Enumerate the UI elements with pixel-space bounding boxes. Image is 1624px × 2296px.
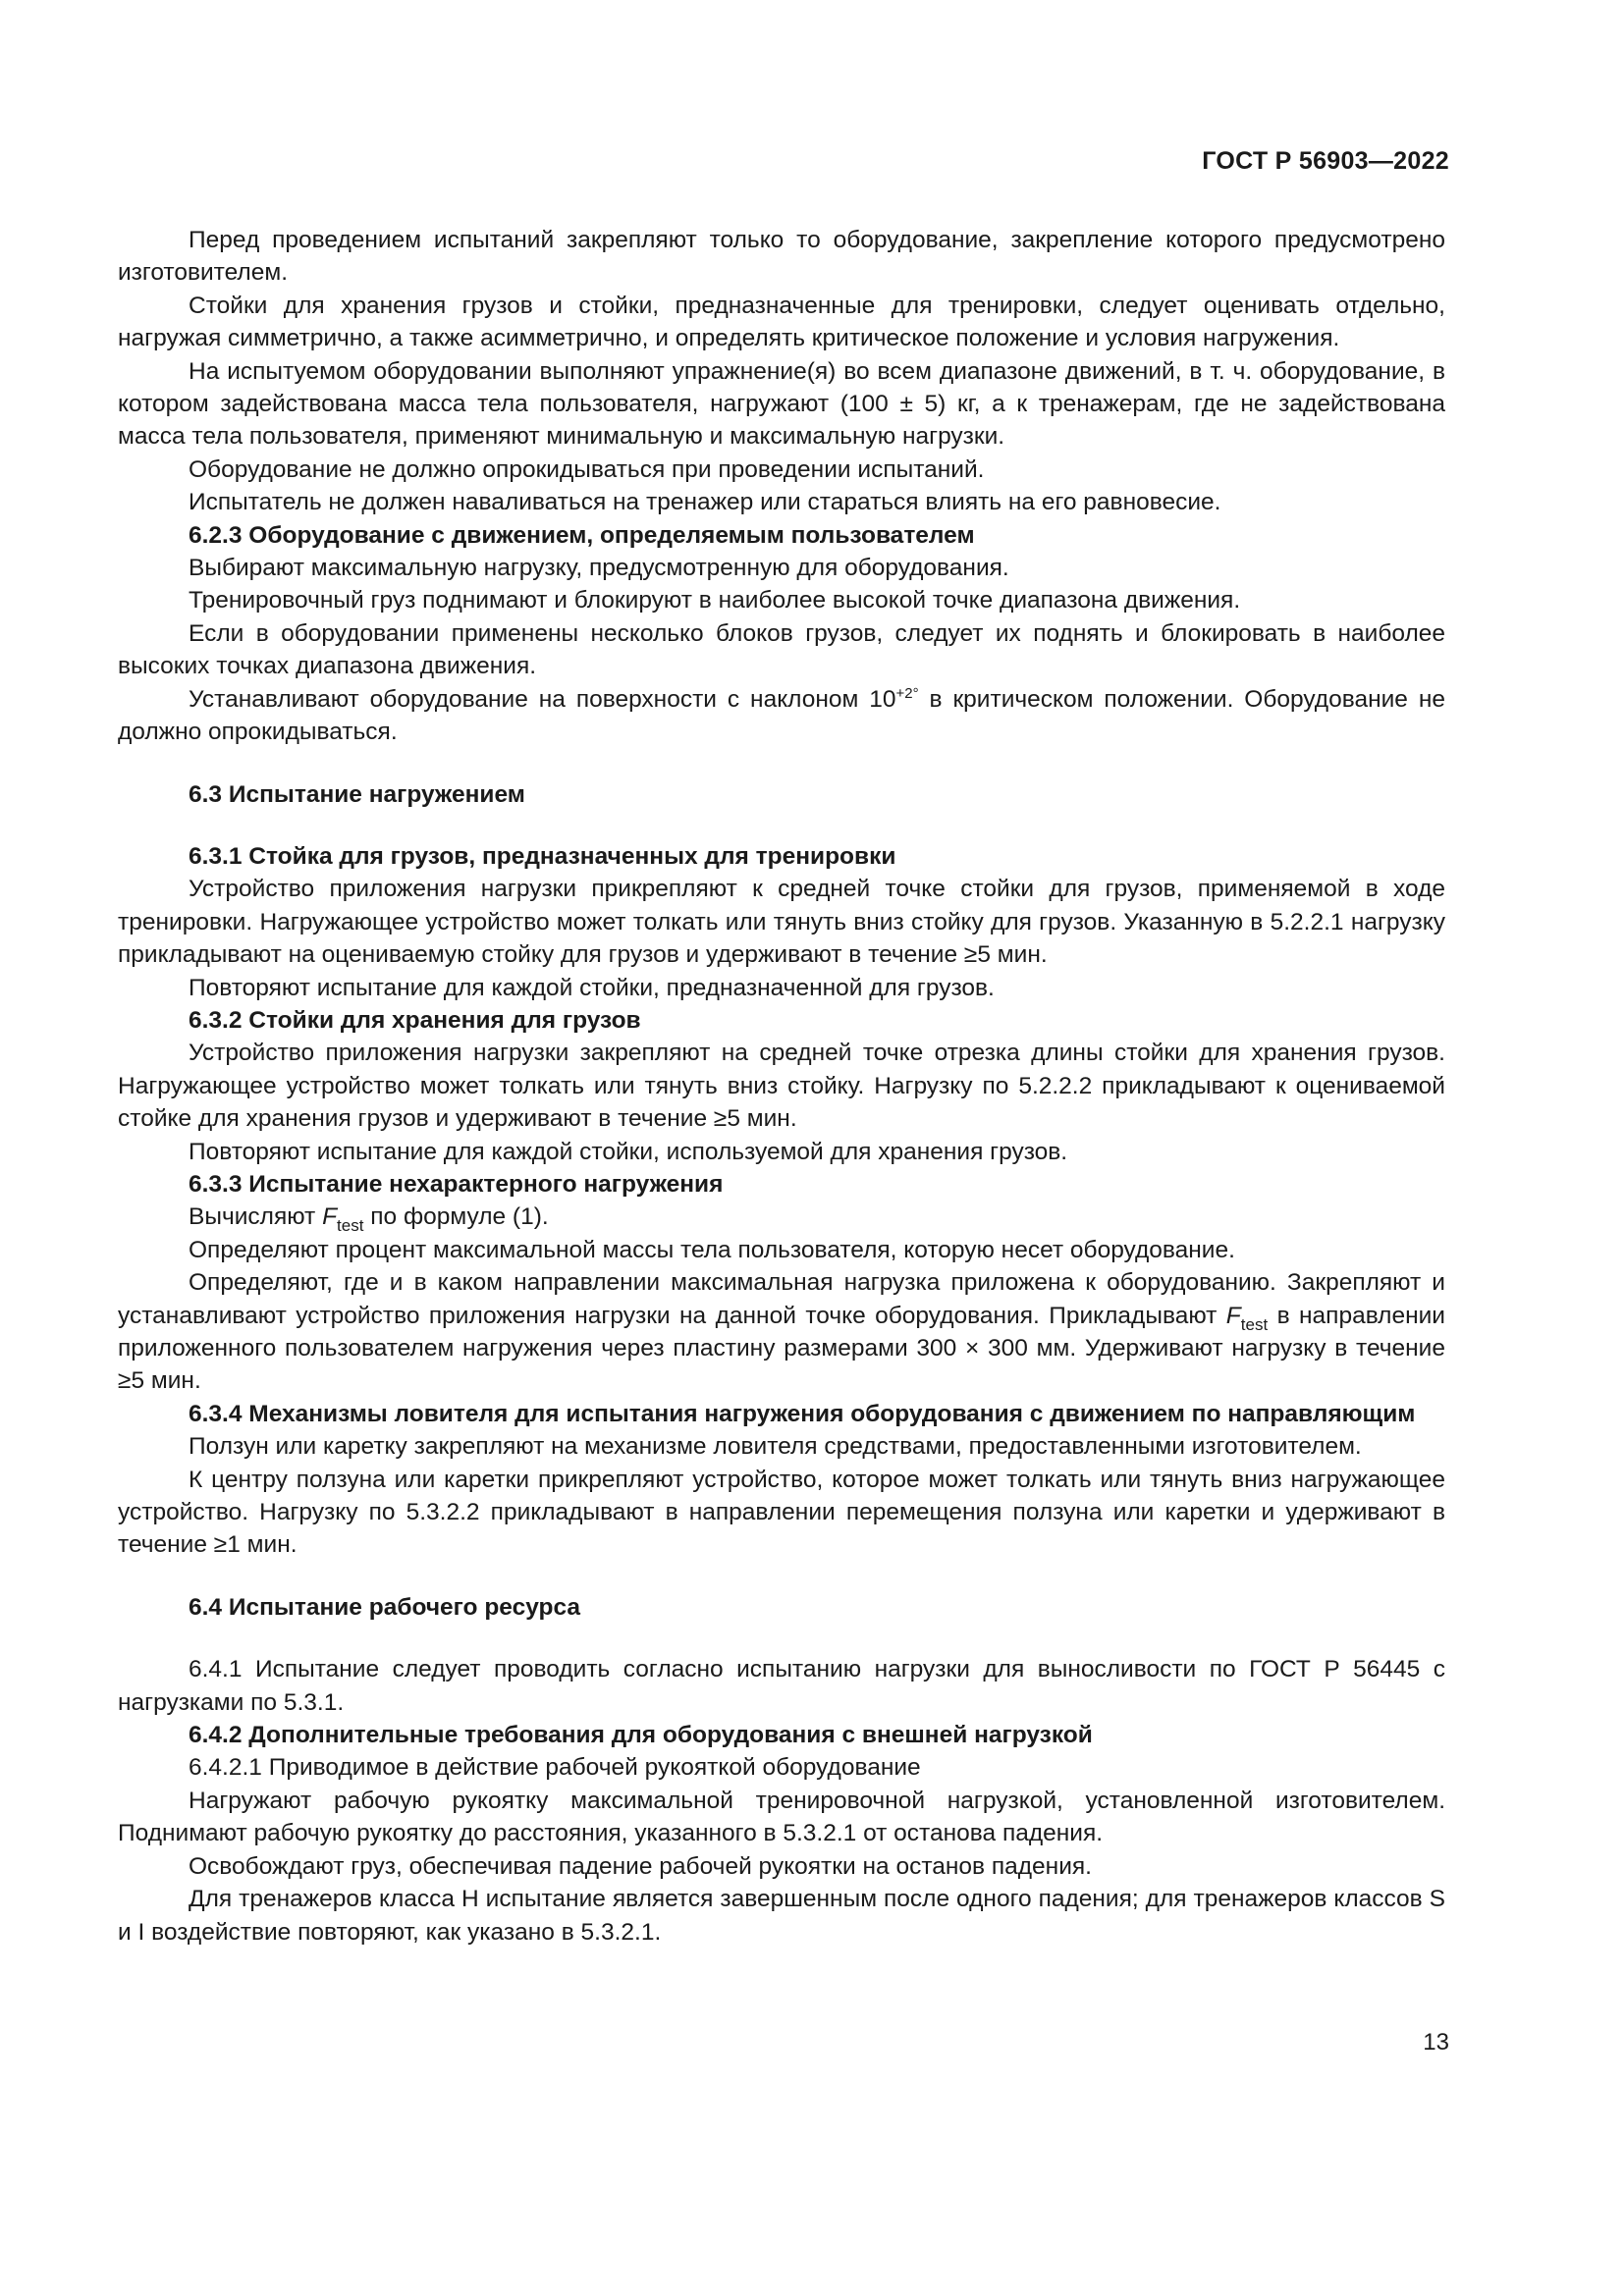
paragraph: На испытуемом оборудовании выполняют упражнение(я) во всем диапазоне движений, в т. ч. оборудование, в котором задействована масса тела пользователя, нагружают (100 ± 5) кг, а к тренажерам, где не задействована масса тела пользователя, применяют минимальную и максимальную нагрузки. — [118, 357, 1445, 451]
paragraph: Испытатель не должен наваливаться на тренажер или стараться влиять на его равновесие. — [189, 489, 1221, 516]
text: Вычисляют — [189, 1203, 323, 1231]
text: в критическом положении. Оборудование не должно опрокидываться. — [118, 685, 1445, 746]
paragraph: Повторяют испытание для каждой стойки, используемой для хранения грузов. — [189, 1138, 1068, 1165]
paragraph: Для тренажеров класса Н испытание является завершенным после одного падения; для тренажеров классов S и I воздействие повторяют, как указано в 5.3.2.1. — [118, 1886, 1445, 1946]
section-heading-6-4: 6.4 Испытание рабочего ресурса — [189, 1593, 581, 1621]
paragraph: Стойки для хранения грузов и стойки, предназначенные для тренировки, следует оценивать отдельно, нагружая симметрично, а также асимметрично, и определять критическое положение и условия нагружения. — [118, 292, 1445, 352]
paragraph-load-application — [118, 1266, 1445, 1398]
text: в направлении приложенного пользователем нагружения через пластину размерами 300 × 300 мм. Удерживают нагрузку в течение ≥5 мин. — [118, 1302, 1445, 1395]
section-heading-6-3-2: 6.3.2 Стойки для хранения для грузов — [189, 1006, 641, 1034]
paragraph: Выбирают максимальную нагрузку, предусмотренную для оборудования. — [189, 555, 1009, 582]
paragraph: 6.4.2.1 Приводимое в действие рабочей рукояткой оборудование — [189, 1754, 921, 1782]
text: Устанавливают оборудование на поверхности с наклоном 10 — [189, 685, 896, 713]
paragraph: 6.4.1 Испытание следует проводить согласно испытанию нагрузки для выносливости по ГОСТ Р 56445 с нагрузками по 5.3.1. — [118, 1656, 1445, 1716]
paragraph: Устройство приложения нагрузки прикрепляют к средней точке стойки для грузов, применяемой в ходе тренировки. Нагружающее устройство может толкать или тянуть вниз стойку для грузов. Указанную в 5.2.2.1 нагрузку прикладывают на оцениваемую стойку для грузов и удерживают в течение ≥5 мин. — [118, 876, 1445, 969]
section-heading-6-3-1: 6.3.1 Стойка для грузов, предназначенных для тренировки — [189, 842, 896, 870]
paragraph: К центру ползуна или каретки прикрепляют устройство, которое может толкать или тянуть вниз нагружающее устройство. Нагрузку по 5.3.2.2 прикладывают в направлении перемещения ползуна или каретки и удерживают в течение ≥1 мин. — [118, 1466, 1445, 1559]
paragraph: Перед проведением испытаний закрепляют только то оборудование, закрепление которого предусмотрено изготовителем. — [118, 227, 1445, 287]
formula-variable: F — [1225, 1302, 1241, 1329]
paragraph-slope — [118, 683, 1445, 749]
paragraph: Освобождают груз, обеспечивая падение рабочей рукоятки на останов падения. — [189, 1852, 1092, 1880]
section-heading-6-3-4: 6.3.4 Механизмы ловителя для испытания нагружения оборудования с движением по направляющим — [189, 1400, 1416, 1427]
page-number: 13 — [1423, 2029, 1449, 2056]
paragraph: Нагружают рабочую рукоятку максимальной тренировочной нагрузкой, установленной изготовителем. Поднимают рабочую рукоятку до расстояния, указанного в 5.3.2.1 от останова падения. — [118, 1787, 1445, 1847]
paragraph: Определяют процент максимальной массы тела пользователя, которую несет оборудование. — [189, 1236, 1235, 1263]
document-body — [118, 224, 1445, 1949]
formula-variable: F — [322, 1203, 338, 1231]
paragraph-formula-ref — [118, 1201, 1445, 1236]
paragraph: Тренировочный груз поднимают и блокируют в наиболее высокой точке диапазона движения. — [189, 587, 1241, 614]
document-code: ГОСТ Р 56903—2022 — [1202, 147, 1449, 175]
section-heading-6-3-3: 6.3.3 Испытание нехарактерного нагружения — [189, 1170, 724, 1198]
formula-subscript: test — [1240, 1314, 1269, 1334]
formula-subscript: test — [337, 1216, 364, 1236]
section-heading-6-2-3: 6.2.3 Оборудование с движением, определяемым пользователем — [189, 521, 975, 549]
paragraph: Ползун или каретку закрепляют на механизме ловителя средствами, предоставленными изготовителем. — [189, 1433, 1362, 1461]
paragraph: Если в оборудовании применены несколько блоков грузов, следует их поднять и блокировать в наиболее высоких точках диапазона движения. — [118, 619, 1445, 680]
section-heading-6-3: 6.3 Испытание нагружением — [189, 780, 525, 808]
paragraph: Устройство приложения нагрузки закрепляют на средней точке отрезка длины стойки для хранения грузов. Нагружающее устройство может толкать или тянуть вниз стойку. Нагрузку по 5.2.2.2 прикладывают к оцениваемой стойке для хранения грузов и удерживают в течение ≥5 мин. — [118, 1040, 1445, 1133]
slope-tolerance: +2° — [895, 684, 919, 702]
paragraph: Повторяют испытание для каждой стойки, предназначенной для грузов. — [189, 974, 995, 1001]
section-heading-6-4-2: 6.4.2 Дополнительные требования для оборудования с внешней нагрузкой — [189, 1722, 1093, 1749]
text: по формуле (1). — [363, 1203, 549, 1231]
text: Определяют, где и в каком направлении максимальная нагрузка приложена к оборудованию. Закрепляют и устанавливают устройство приложения нагрузки на данной точке оборудования. Прикладывают — [118, 1269, 1445, 1329]
paragraph: Оборудование не должно опрокидываться при проведении испытаний. — [189, 455, 985, 483]
